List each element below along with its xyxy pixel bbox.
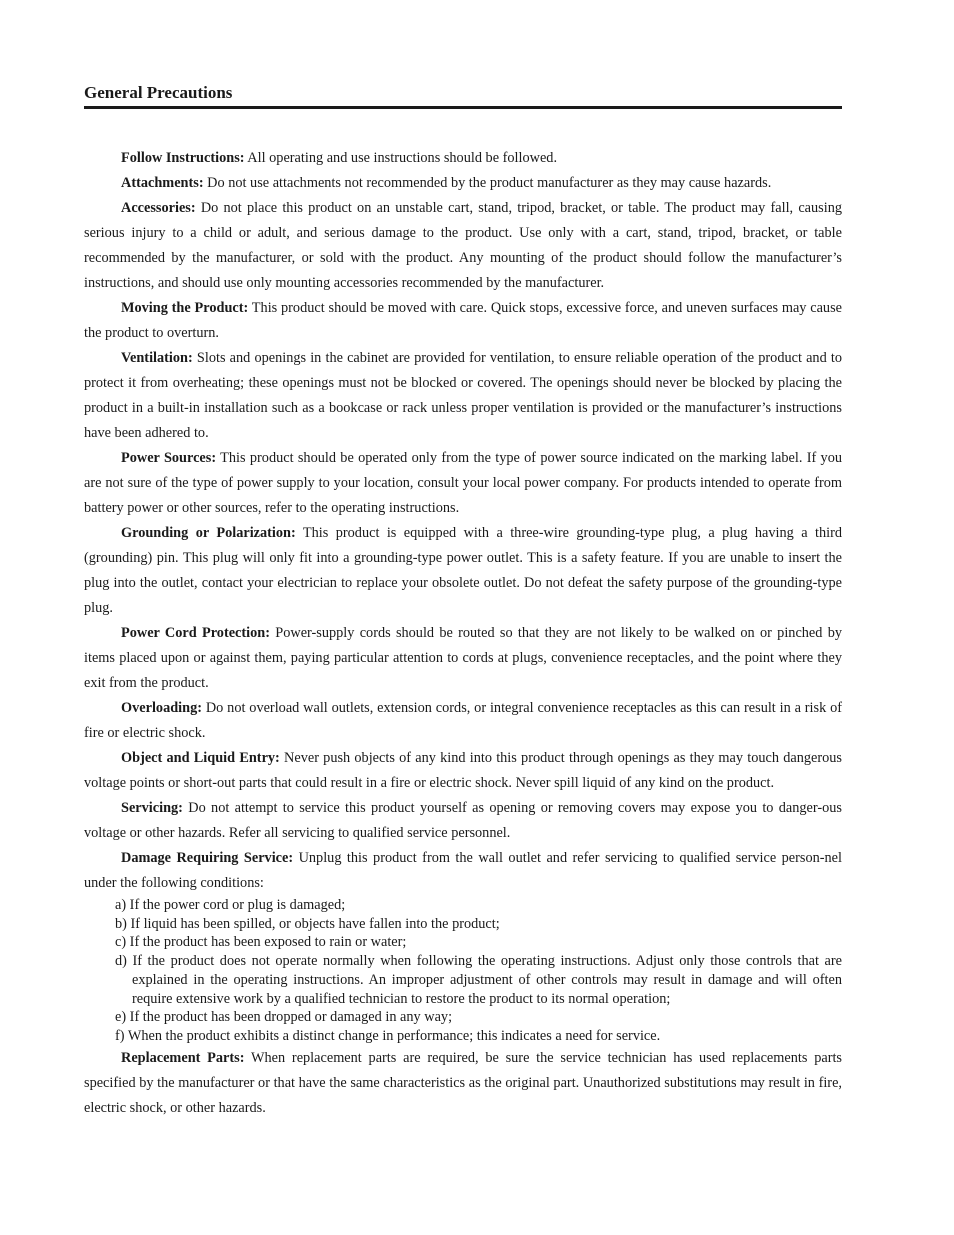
section-accessories <box>84 196 842 296</box>
section-heading: Overloading: <box>121 700 203 716</box>
list-item: b) If liquid has been spilled, or objects have fallen into the product; <box>115 915 500 932</box>
section-text: All operating and use instructions should be followed. <box>244 150 558 166</box>
section-servicing <box>84 796 842 846</box>
section-follow-instructions <box>84 146 842 171</box>
section-heading: Servicing: <box>121 800 183 816</box>
precautions-content <box>84 146 842 1121</box>
section-text: When replacement parts are required, be sure the service technician has used replacements parts specified by the manufacturer or that have the same characteristics as the original part. Unauthorized substitutions may result in fire, electric shock, or other hazards. <box>84 1049 842 1116</box>
section-heading: Replacement Parts: <box>121 1049 245 1066</box>
page-title: General Precautions <box>84 82 842 109</box>
section-text: This product is equipped with a three-wire grounding-type plug, a plug having a third (grounding) pin. This plug will only fit into a grounding-type power outlet. This is a safety feature. If you are unable to insert the plug into the outlet, contact your electrician to replace your obsolete outlet. Do not defeat the safety purpose of the grounding-type plug. <box>84 525 842 616</box>
section-attachments <box>84 171 842 196</box>
section-heading: Power Sources: <box>121 450 217 466</box>
section-text: Do not use attachments not recommended by the product manufacturer as they may cause hazards. <box>203 175 772 191</box>
section-text: Never push objects of any kind into this product through openings as they may touch dangerous voltage points or short-out parts that could result in a fire or electric shock. Never spill liquid of any kind on the product. <box>84 750 842 791</box>
section-replacement-parts <box>84 1046 842 1121</box>
list-item: e) If the product has been dropped or damaged in any way; <box>115 1009 453 1026</box>
section-heading: Attachments: <box>121 175 204 191</box>
list-item: f) When the product exhibits a distinct change in performance; this indicates a need for service. <box>115 1027 661 1044</box>
section-overloading <box>84 696 842 746</box>
section-text: Power-supply cords should be routed so that they are not likely to be walked on or pinched by items placed upon or against them, paying particular attention to cords at plugs, convenience receptacles, and the point where they exit from the product. <box>84 625 843 691</box>
list-item: a) If the power cord or plug is damaged; <box>115 897 346 913</box>
section-power-cord-protection <box>84 621 842 696</box>
section-heading: Accessories: <box>121 200 196 216</box>
section-ventilation <box>84 346 842 446</box>
section-heading: Follow Instructions: <box>121 150 245 166</box>
section-text: Do not overload wall outlets, extension cords, or integral convenience receptacles as this can result in a risk of fire or electric shock. <box>84 700 842 741</box>
section-text: This product should be operated only from the type of power source indicated on the marking label. If you are not sure of the type of power supply to your location, consult your local power company. For products intended to operate from battery power or other sources, refer to the operating instructions. <box>84 450 843 516</box>
section-heading: Grounding or Polarization: <box>121 525 296 541</box>
list-item: d) If the product does not operate normally when following the operating instructions. Adjust only those controls that are explained in the operating instructions. An improper adjustment of other controls may result in damage and will often require extensive work by a qualified technician to restore the product to its normal operation; <box>115 953 842 1007</box>
section-object-liquid-entry <box>84 746 842 796</box>
section-heading: Moving the Product: <box>121 300 249 316</box>
list-item: c) If the product has been exposed to rain or water; <box>115 934 407 951</box>
section-heading: Ventilation: <box>121 350 193 366</box>
section-heading: Object and Liquid Entry: <box>121 750 280 766</box>
section-text: Unplug this product from the wall outlet and refer servicing to qualified service person-nel under the following conditions: <box>84 850 842 891</box>
document-page <box>84 82 842 1121</box>
section-text: Do not place this product on an unstable cart, stand, tripod, bracket, or table. The product may fall, causing serious injury to a child or adult, and serious damage to the product. Use only with a cart, stand, tripod, bracket, or table recommended by the manufacturer, or sold with the product. Any mounting of the product should follow the manufacturer’s instructions, and should use only mounting accessories recommended by the manufacturer. <box>84 200 842 291</box>
section-damage-requiring-service <box>84 846 842 896</box>
section-heading: Power Cord Protection: <box>121 625 270 641</box>
section-power-sources <box>84 446 842 521</box>
section-text: Slots and openings in the cabinet are provided for ventilation, to ensure reliable operation of the product and to protect it from overheating; these openings must not be blocked or covered. The openings should never be blocked by placing the product in a built-in installation such as a bookcase or rack unless proper ventilation is provided or the manufacturer’s instructions have been adhered to. <box>84 350 842 441</box>
section-heading: Damage Requiring Service: <box>121 850 294 866</box>
conditions-list <box>84 896 842 1046</box>
section-text: Do not attempt to service this product yourself as opening or removing covers may expose you to danger-ous voltage or other hazards. Refer all servicing to qualified service personnel. <box>84 800 842 841</box>
section-text: This product should be moved with care. Quick stops, excessive force, and uneven surfaces may cause the product to overturn. <box>84 300 842 341</box>
section-grounding-polarization <box>84 521 842 621</box>
section-moving-the-product <box>84 296 842 346</box>
